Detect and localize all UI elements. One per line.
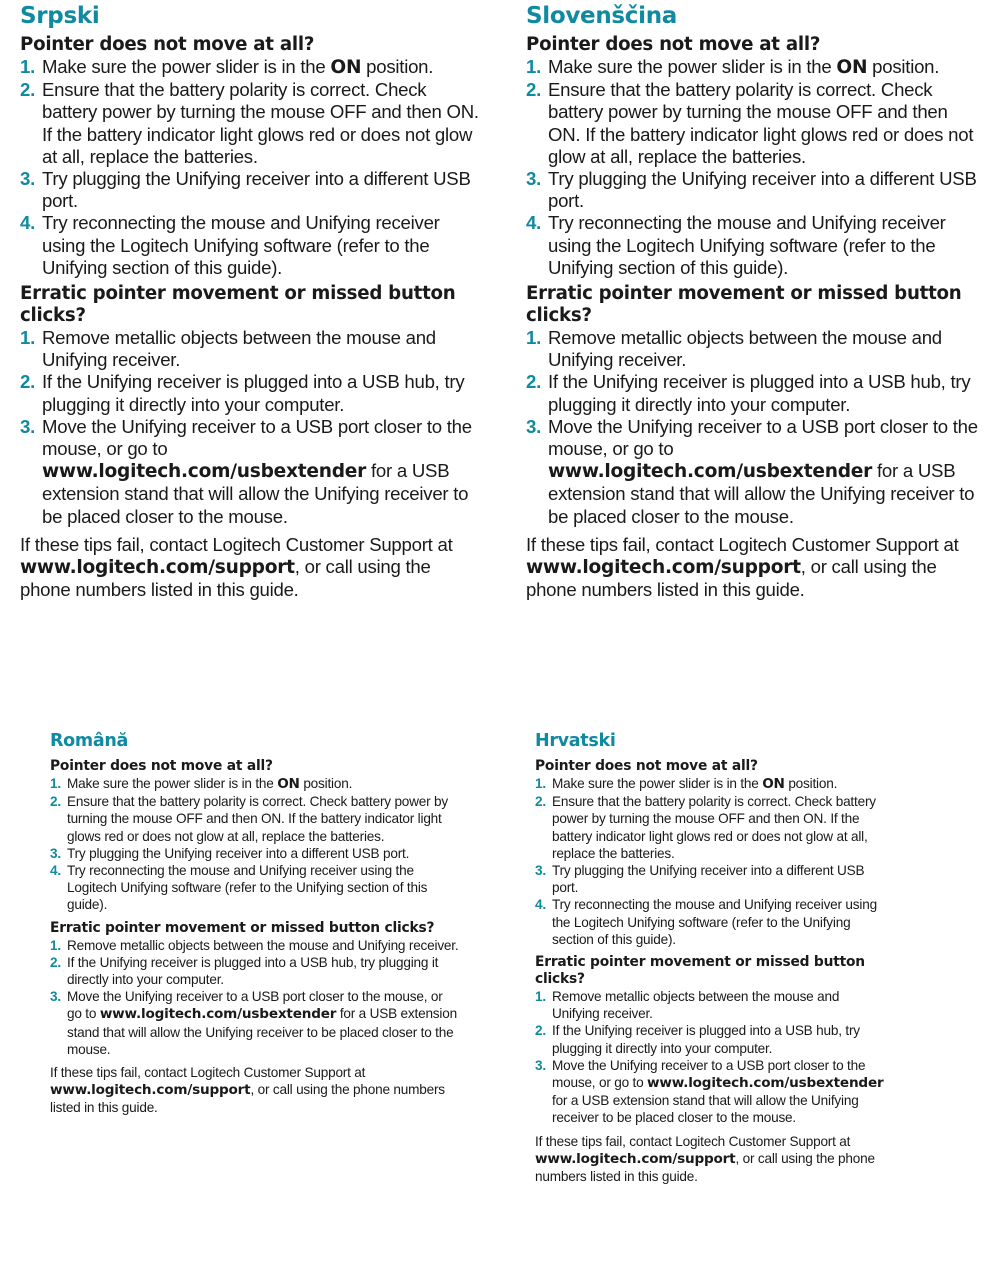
step-text: Try reconnecting the mouse and Unifying receiver using the Logitech Unifying software (refer to the Unifying section of this guide). [552, 897, 877, 947]
question-heading: Pointer does not move at all? [50, 758, 273, 774]
question-heading: Erratic pointer movement or missed button clicks? [50, 919, 435, 936]
step-text: Remove metallic objects between the mouse and Unifying receiver. [548, 327, 942, 371]
step-text: for a USB extension stand that will allow the Unifying receiver to be placed closer to the mouse. [548, 460, 975, 527]
step-number: 1. [50, 937, 61, 953]
step-number: 2. [526, 371, 542, 393]
step-text: If the Unifying receiver is plugged into a USB hub, try plugging it directly into your computer. [548, 371, 971, 415]
list-item [526, 212, 982, 279]
section-srpski [20, 2, 482, 601]
support-tip [535, 1133, 887, 1186]
usbextender-link[interactable]: www.logitech.com/usbextender [548, 461, 873, 483]
step-number: 3. [535, 863, 546, 879]
step-text: Remove metallic objects between the mouse and Unifying receiver. [67, 937, 459, 953]
tip-text: If these tips fail, contact Logitech Customer Support at [535, 1133, 851, 1149]
list-item [535, 862, 887, 896]
list-item [20, 79, 482, 168]
list-item [526, 168, 982, 212]
step-number: 2. [535, 794, 546, 810]
step-number: 1. [535, 989, 546, 1005]
step-text: Make sure the power slider is in the [548, 56, 837, 77]
step-text: Ensure that the battery polarity is correct. Check battery power by turning the mouse OFF and then ON. If the battery indicator light glows red or does not glow at all, replace the batteries. [548, 79, 974, 167]
usbextender-link[interactable]: www.logitech.com/usbextender [42, 461, 367, 483]
step-text: Ensure that the battery polarity is correct. Check battery power by turning the mouse OFF and then ON. If the battery indicator light glows red or does not glow at all, replace the batteries. [67, 794, 448, 844]
step-text: position. [867, 56, 940, 77]
question-heading: Erratic pointer movement or missed button clicks? [526, 283, 962, 327]
support-tip [20, 534, 482, 602]
step-number: 2. [50, 954, 61, 970]
step-number: 3. [20, 168, 36, 190]
step-number: 2. [535, 1023, 546, 1039]
list-item [535, 1057, 887, 1127]
list-item [535, 1022, 887, 1056]
step-number: 3. [535, 1057, 546, 1073]
tip-text: , or call using the phone numbers listed in this guide. [526, 556, 937, 601]
list-item [50, 793, 460, 845]
list-item [535, 988, 887, 1022]
support-tip [50, 1064, 460, 1117]
step-text: Move the Unifying receiver to a USB port closer to the mouse, or go to [548, 415, 978, 460]
list-item [20, 168, 482, 212]
step-text: Try plugging the Unifying receiver into a different USB port. [552, 863, 865, 896]
step-number: 2. [20, 79, 36, 101]
list-item [535, 896, 887, 948]
step-text: position. [361, 56, 434, 77]
list-item [526, 416, 982, 528]
step-text: Try plugging the Unifying receiver into a different USB port. [548, 168, 977, 212]
language-heading: Slovenščina [526, 3, 678, 29]
step-text: for a USB extension stand that will allow the Unifying receiver to be placed closer to the mouse. [552, 1093, 859, 1126]
on-label: ON [330, 57, 362, 78]
tip-text: If these tips fail, contact Logitech Customer Support at [50, 1065, 366, 1081]
question-heading: Pointer does not move at all? [526, 34, 821, 55]
tip-text: , or call using the phone numbers listed in this guide. [20, 556, 431, 601]
step-text: Move the Unifying receiver to a USB port closer to the mouse, or go to [42, 415, 472, 460]
step-text: Move the Unifying receiver to a USB port closer to the mouse, or go to [552, 1057, 866, 1091]
steps-list [535, 988, 887, 1127]
step-number: 1. [526, 56, 542, 77]
step-text: Make sure the power slider is in the [552, 776, 763, 791]
step-text: position. [784, 776, 838, 791]
step-text: Try reconnecting the mouse and Unifying receiver using the Logitech Unifying software (refer to the Unifying section of this guide). [42, 212, 440, 278]
step-number: 1. [20, 56, 36, 77]
support-link[interactable]: www.logitech.com/support [526, 557, 801, 579]
list-item [526, 56, 982, 79]
question-heading: Pointer does not move at all? [535, 758, 758, 774]
steps-list [50, 775, 460, 914]
step-number: 4. [526, 212, 542, 234]
list-item [535, 775, 887, 793]
language-heading: Hrvatski [535, 731, 616, 751]
usbextender-link[interactable]: www.logitech.com/usbextender [99, 1006, 337, 1023]
list-item [20, 327, 482, 371]
list-item [50, 937, 460, 954]
support-link[interactable]: www.logitech.com/support [20, 557, 295, 579]
steps-list [535, 775, 887, 948]
on-label: ON [836, 57, 868, 78]
language-heading: Srpski [20, 3, 100, 29]
step-text: If the Unifying receiver is plugged into a USB hub, try plugging it directly into your computer. [552, 1023, 860, 1056]
list-item [526, 327, 982, 371]
list-item [526, 79, 982, 168]
on-label: ON [277, 776, 300, 792]
list-item [50, 954, 460, 988]
step-text: Try plugging the Unifying receiver into a different USB port. [42, 168, 471, 212]
question-heading: Erratic pointer movement or missed button clicks? [20, 283, 456, 327]
list-item [50, 988, 460, 1058]
step-text: for a USB extension stand that will allow the Unifying receiver to be placed closer to the mouse. [42, 460, 469, 527]
tip-text: , or call using the phone numbers listed in this guide. [50, 1082, 445, 1116]
steps-list [526, 327, 982, 528]
step-number: 2. [526, 79, 542, 101]
question-heading: Pointer does not move at all? [20, 34, 315, 55]
step-text: Ensure that the battery polarity is correct. Check battery power by turning the mouse OFF and then ON. If the battery indicator light glows red or does not glow at all, replace the batteries. [552, 794, 876, 861]
steps-list [20, 327, 482, 528]
step-text: position. [299, 776, 353, 791]
language-heading: Română [50, 731, 129, 751]
step-text: Ensure that the battery polarity is correct. Check battery power by turning the mouse OFF and then ON. If the battery indicator light glows red or does not glow at all, replace the batteries. [42, 79, 479, 167]
section-slovenscina [526, 2, 982, 601]
list-item [50, 862, 460, 914]
usbextender-link[interactable]: www.logitech.com/usbextender [647, 1075, 884, 1092]
step-text: Try reconnecting the mouse and Unifying receiver using the Logitech Unifying software (refer to the Unifying section of this guide). [67, 863, 428, 913]
step-number: 2. [20, 371, 36, 393]
step-number: 3. [50, 989, 61, 1005]
step-text: Make sure the power slider is in the [67, 776, 278, 791]
list-item [20, 212, 482, 279]
step-number: 1. [526, 327, 542, 349]
step-text: for a USB extension stand that will allow the Unifying receiver to be placed closer to the mouse. [67, 1006, 457, 1057]
step-text: If the Unifying receiver is plugged into a USB hub, try plugging it directly into your computer. [42, 371, 465, 415]
tip-text: If these tips fail, contact Logitech Customer Support at [526, 533, 959, 555]
tip-text: , or call using the phone numbers listed in this guide. [535, 1150, 875, 1185]
support-link[interactable]: www.logitech.com/support [50, 1082, 251, 1099]
step-text: If the Unifying receiver is plugged into a USB hub, try plugging it directly into your computer. [67, 954, 439, 988]
step-text: Move the Unifying receiver to a USB port closer to the mouse, or go to [67, 989, 443, 1022]
list-item [535, 793, 887, 862]
step-text: Try reconnecting the mouse and Unifying receiver using the Logitech Unifying software (refer to the Unifying section of this guide). [548, 212, 946, 278]
step-text: Try plugging the Unifying receiver into a different USB port. [67, 845, 410, 861]
step-number: 1. [535, 776, 546, 791]
step-number: 1. [20, 327, 36, 349]
step-number: 3. [20, 415, 36, 437]
steps-list [526, 56, 982, 279]
section-romana [50, 730, 460, 1117]
step-number: 2. [50, 794, 61, 810]
step-number: 4. [50, 863, 61, 879]
tip-text: If these tips fail, contact Logitech Customer Support at [20, 533, 453, 555]
step-number: 1. [50, 776, 61, 791]
step-number: 4. [20, 212, 36, 234]
list-item [50, 775, 460, 793]
on-label: ON [762, 776, 785, 792]
list-item [20, 56, 482, 79]
steps-list [50, 937, 460, 1058]
support-link[interactable]: www.logitech.com/support [535, 1150, 736, 1167]
list-item [50, 845, 460, 862]
section-hrvatski [535, 730, 887, 1185]
step-text: Make sure the power slider is in the [42, 56, 331, 77]
step-text: Remove metallic objects between the mouse and Unifying receiver. [42, 327, 436, 371]
step-number: 3. [526, 415, 542, 437]
step-number: 3. [526, 168, 542, 190]
list-item [526, 371, 982, 415]
question-heading: Erratic pointer movement or missed button clicks? [535, 954, 865, 988]
list-item [20, 371, 482, 415]
list-item [20, 416, 482, 528]
steps-list [20, 56, 482, 279]
step-text: Remove metallic objects between the mouse and Unifying receiver. [552, 989, 840, 1022]
support-tip [526, 534, 982, 602]
step-number: 4. [535, 897, 546, 913]
step-number: 3. [50, 845, 61, 861]
